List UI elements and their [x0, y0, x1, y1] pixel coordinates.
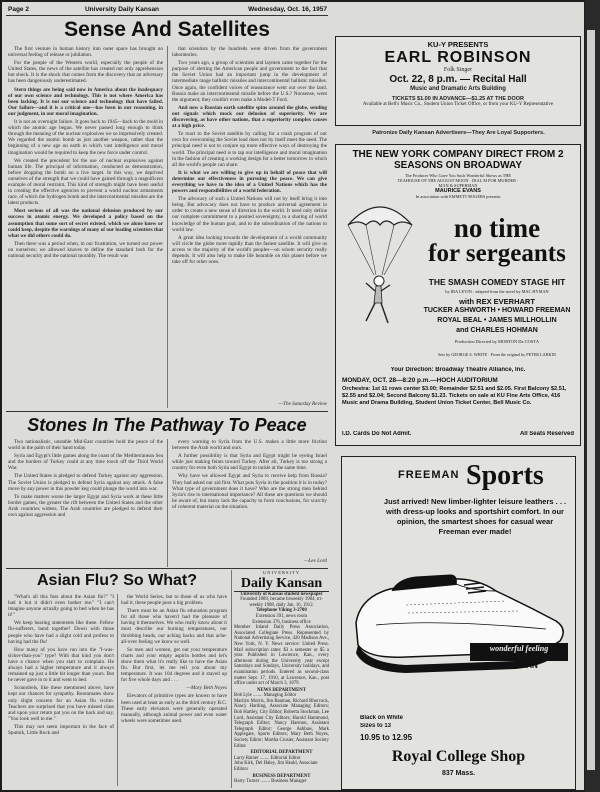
editorial-credit: —The Saturday Review [278, 401, 327, 407]
freeman-colour: Black on White [360, 715, 404, 721]
staff-line: Larry Rainer ........ Editorial Editor [234, 755, 301, 761]
parachute-illustration [344, 195, 416, 330]
paragraph: Two years ago, a group of scientists and laymen came together for the purpose of alerting the American people and government to the fact that the Soviet Union had an important jump in the development of intermediate range ballistic missiles and intercontinental ballistic missiles. Once again, the confident voices of reassurance went out over the land. Russia make an intercontinental missile before the U.S.? Nonsense, went the argument; they couldn't even make a Model-T Ford. [172, 60, 327, 103]
ad-presents: KU-Y PRESENTS [427, 40, 489, 49]
no-admit: I.D. Cards Do Not Admit. [342, 431, 412, 437]
section-rule [6, 411, 328, 412]
paragraph: "What's all this fuss about the Asian flu?" "I had it but it didn't even bother me." "I can't imagine anyone actually going to bed when he has it!" [8, 594, 114, 619]
staff-line: Harry Turner ........ Business Manager [234, 779, 307, 785]
masthead-kicker: UNIVERSITY [263, 570, 300, 575]
paragraph: This may not seem important in the face of Sputnik, Little Rock and [8, 723, 114, 736]
staff-heading: NEWS DEPARTMENT [257, 687, 306, 693]
freeman-copy: Just arrived! New limber-lighter leisure leathers . . . with dress-up looks and sportshirt comfort. In our opinion, the smartest shoes for casual wear Freeman ever made! [383, 497, 567, 536]
cast-line: TUCKER ASHWORTH • HOWARD FREEMAN [423, 307, 571, 314]
ad-producer-name: MAURICE EVANS [435, 188, 481, 194]
paragraph: The advocacy of such a United Nations will not by itself bring it into being. But advocacy does not have to produce universal agreement in order to create a new sense of direction in the world. It need only define our complete commitment to a posited sovereignty, to a sharing of world knowledge of the human goal, and to the subordination of the nations to world law. [172, 196, 327, 233]
show-title-block [418, 215, 576, 275]
show-prices: Orchestra: 1st 11 rows center $3.00; Remainder $2.51 and $2.05. First Balcony $2.51, $2.55 and $2.04; Second Balcony $1.23. Tickets on sale at KU Fine Arts Office, 416 Music and Drama Building, Student Union Ticket Center, Bell Music Co. [342, 386, 567, 406]
paragraph: It is what we are willing to give up in behalf of peace that will determine our effectiveness in pursuing the peace. We can give everything we have to the idea of a United Nations which has the powers and responsibilities of a world federation. [172, 169, 327, 195]
ad-no-time-for-sergeants [335, 144, 581, 446]
section-rule [6, 568, 328, 569]
freeman-sizes: Sizes to 13 [360, 723, 392, 729]
paragraph: To react to the Soviet satellite by calling for a crash program of our own for overcoming the Soviet lead does not by itself meet the need. The principal need is not to conjure up more effective ways of destroying the world. The principal need is to tap our intelligence and moral imagination in the fashion of creating a working design for a better tomorrow in which all the world's people can share. [172, 131, 327, 168]
next-page-strip [587, 30, 595, 770]
stones-column-2 [172, 439, 327, 559]
freeman-brand: FREEMAN [398, 469, 460, 481]
ad-available: Available at Bell's Music Co., Student Union Ticket Office, or from your KU-Y Representative [362, 102, 554, 107]
editorial-title: Sense And Satellites [64, 18, 270, 41]
paragraph: Then there was a period when, in our frustration, we turned our power on ourselves; we allowed knaves to define the standard both for the national security and the national morality. The result was [8, 240, 163, 259]
ad-producers: The Producer Who Gave You Such Wonderful Shows as THE TEAHOUSE OF THE AUGUST MOON · DIAL M FOR MURDER · MAN & SUPERMAN [397, 173, 519, 188]
ad-headline: THE NEW YORK COMPANY DIRECT FROM 2 SEASONS ON BROADWAY [352, 149, 564, 171]
show-tagline: THE SMASH COMEDY STAGE HIT [428, 277, 566, 287]
paragraph: A great idea looking towards the development of a world community will circle the globe more rapidly than the fastest satellite. It will give us access to the majority of the world's peoples—on whom security really depends. It will also help to make life bearable on this planet before we take off for other ones. [172, 234, 327, 266]
masthead-line: Founded 1889, became biweekly 1904, tri-weekly 1908, daily Jan. 16, 1912. [240, 597, 323, 608]
paragraph: So men and women, get out your temperature charts and your empty aspirin bottles and let's show them what it's really like to have the Asian flu. But first, let me tell you about my temperature. It was 104 degrees and it stayed up for five whole days and . . . [121, 646, 227, 684]
paragraph: Syria and Egypt's little games along the coast of the Mediterranean Sea and the borders of Turkey could at any time touch off the Third World War. [8, 453, 163, 472]
show-director: Production Directed by MORTON Da COSTA [454, 339, 540, 344]
masthead-title: Daily Kansan [234, 576, 329, 592]
ad-subtitle: Folk Singer [443, 67, 473, 73]
staff-line: Bob Lyle ........ Managing Editor [234, 693, 297, 699]
staff-line: John Kirk, Del Haley, Jim Heald, Associate Editors [234, 761, 318, 772]
paragraph: Stern things are being said now in America about the inadequacy of our own science and technology. This is not where America has been lacking. It is not our science and technology that have failed. Our failure—and it is a critical one—has been in our reasoning, in our judgment, in our moral imagination. [8, 86, 163, 117]
paragraph: The first venture in human history into outer space has brought no universal feeling of release or jubilation. [8, 46, 163, 59]
paragraph: Scoundrels, like these mentioned above, have kept our chances for sympathy. Roommates show only slight concern for an Asian flu victim. Teachers are surprised that you have missed class and upon your return pat you on the back and say, "You look well to me." [8, 685, 114, 722]
column-divider [167, 439, 168, 567]
editorial-heading: EDITORIAL DEPARTMENT [250, 750, 313, 756]
store-address: 837 Mass. [441, 770, 476, 777]
show-title-line-2: for sergeants [428, 240, 566, 267]
masthead-line: Extension 376, business office [252, 619, 311, 625]
ad-performer-name: EARL ROBINSON [384, 49, 532, 66]
stones-title: Stones In The Pathway To Peace [27, 415, 307, 435]
freeman-tag-box [470, 643, 568, 661]
ad-tickets: TICKETS $1.00 IN ADVANCE—$1.25 AT THE DOOR [391, 96, 525, 102]
show-presented: Your Direction: Broadway Theatre Alliance, Inc. [390, 367, 526, 373]
masthead-line: University of Kansas student newspaper [240, 591, 323, 597]
ad-assoc: In association with EMMETT ROGERS presents [415, 194, 501, 199]
store-name: Royal College Shop [391, 748, 526, 765]
patronize-line: Patronize Daily Kansan Advertisers—They Are Loyal Supporters. [372, 130, 545, 136]
masthead-line: Telephone Viking 3-2700 [256, 608, 307, 614]
paragraph: A further possibility is that Syria and Egypt might be eyeing Israel while just making feints toward Turkey. After all, Turkey is too strong a country for even both Syria and Egypt to tackle at the same time. [172, 453, 327, 472]
show-date: MONDAY, OCT. 28—8:20 p.m.—HOCH AUDITORIUM [342, 377, 498, 384]
paragraph: The United States is pledged to defend Turkey against any aggression. The Soviet Union is pledged to defend Syria against any attack. A false move by any power in this powder keg could plunge the world into war. [8, 473, 163, 492]
paragraph: Elevators of primitive types are known to have been used at least as early as the third century B.C. These early elevators were generally operated manually, although animal power and even water wheels were sometimes used. [121, 693, 227, 724]
paragraph: There must be an Asian flu education program for all those who haven't had the pleasure of having it themselves. We who really know about it must describe our burning temperatures, our throbbing heads, our aching backs and that ache-all-over feeling we know so well. [121, 608, 227, 645]
all-seats-reserved: All Seats Reserved [519, 431, 574, 437]
ad-freeman-sports [341, 456, 576, 790]
page-number: Page 2 [8, 6, 29, 13]
show-title-line-1: no time [453, 215, 541, 243]
freeman-tag-1: wonderful feeling [489, 644, 549, 653]
paragraph: How many of you have run into the "I-was-sicker-than-you" type? With that kind you don't have a chance when you start to complain. He always had a higher temperature and it always remained up just a little bit longer than yours. But he never gave in to it and went to bed. [8, 646, 114, 684]
asian-flu-column-2 [121, 594, 227, 788]
editorial-column-1 [8, 46, 163, 410]
paragraph: For the people of the Western world, especially the people of the United States, the news of the satellite has created not only apprehension but shock. It is the shock that comes from the discovery that an adversary has been dangerously underestimated. [8, 60, 163, 85]
show-credits: by IRA LEVIN · adapted from the novel by MAC HYMAN [445, 289, 549, 294]
ad-earl-robinson [335, 36, 581, 126]
cast-line: and CHARLES HOHMAN [456, 327, 538, 334]
column-divider [167, 46, 168, 408]
masthead-line: Member Inland Daily Press Association, Associated Collegiate Press. Represented by National Advertising Service, 420 Madison Ave., New York, N. Y. News service: United Press. Mail subscription rates: $3 a semester or $5 a year. Published in Lawrence, Kan., every afternoon during the University year except Saturdays and Sundays, University holidays, and examination periods. Entered as second-class matter Sept. 17, 1910, at Lawrence, Kan., post office under act of March 3, 1879. [234, 625, 329, 687]
editorial-column-2 [172, 46, 327, 401]
staff-line: Marilyn Morris, Jim Bauman, Richard Rhorcock, Nancy Harding, Associate Managing Editors; Bob Hartley, City Editor; Roberta Stockman, Lee Lord, Assistant City Editors; Harold Hammond, Telegraph Editor; Nancy Harmon, Assistant Telegraph Editor; George Ashbaw, Mark Applegate, Sports Editors; Mary Beth Noyes, Society Editor; Martha Crosier, Assistant Society Editor [234, 698, 329, 749]
paragraph: every warning to Syria from the U.S. makes a little more friction between the Arab world and ours. [172, 439, 327, 452]
ad-date-line: Oct. 22, 8 p.m. — Recital Hall [389, 74, 527, 85]
column-divider [231, 570, 232, 788]
paragraph: And now a Russian earth satellite spins around the globe, sending out signals which mock our delusion of superiority. We are discovering, as have other nations, that a superiority complex causes at a high price. [172, 104, 327, 130]
paragraph: We keep hearing statements like these. Fellow flu-sufferers, band together! Down with those people who have had a slight cold and profess to having had the flu! [8, 620, 114, 645]
paper-name: University Daily Kansan [84, 6, 160, 13]
paragraph: Two nationalistic, unstable Mid-East countries hold the peace of the world in the palm of their hand today. [8, 439, 163, 452]
paragraph: that scientists by the hundreds were driven from the government laboratories. [172, 46, 327, 59]
header-rule [6, 15, 328, 16]
masthead [234, 570, 329, 788]
asian-flu-column-1 [8, 594, 114, 788]
freeman-tag-2: FREEMAN [498, 661, 538, 670]
stones-column-1 [8, 439, 163, 569]
paragraph: It is not an overnight failure. It goes back to 1945—back to the mold in which the atomic age began. We never passed long enough to think through the meaning of the nuclear explosives we so impressively created. We regarded the atomic bomb as just another weapon, rather than the beginning of a new age on earth in which vast intelligence and moral imagination would be required to keep the new force under control. [8, 119, 163, 156]
paragraph: Most serious of all was the national delusion produced by our success in atomic energy. We developed a policy based on the assumption that some sort of secret existed, which we alone knew or could keep, despite the warnings of many of our leading scientists that what we did others could do. [8, 208, 163, 239]
masthead-line: Extension 391, news room [255, 613, 308, 619]
asian-flu-title: Asian Flu? So What? [37, 572, 197, 589]
paragraph: the World Series, but to those of us who have had it, these people pose a big problem. [121, 594, 227, 607]
business-heading: BUSINESS DEPARTMENT [252, 773, 311, 779]
freeman-price: 10.95 to 12.95 [360, 733, 413, 742]
cast-line: ROYAL BEAL • JAMES MILLHOLLIN [437, 317, 557, 324]
stones-credit: —Lee Lord [303, 558, 327, 564]
paragraph: To make matters worse the larger Egypt and Syria work at these little border games, the greater the rift between the United States and the other Arab countries widens. The Arab countries are pledged to defend their own against aggression and [8, 493, 163, 519]
issue-date: Wednesday, Oct. 16, 1957 [248, 6, 327, 13]
paragraph: Why have we allowed Egypt and Syria to receive help from Russia? They had asked our aid first. What puts Syria in the position it is in today? What type of government does it have? Who are the strong men behind Syria's rise to international importance? All these are questions we should be aware of, but many lack the capacity to form conclusions, for scarcity of coherent material on the situation. [172, 473, 327, 510]
freeman-sports-word: Sports [466, 461, 544, 491]
column-divider [117, 594, 118, 786]
newspaper-page [2, 2, 584, 790]
asian-flu-credit: —Mary Beth Noyes [186, 685, 227, 692]
paragraph: We created the precedent for the use of nuclear explosives against human life. The principal of information, conducted as demonstration, before dropping the bomb on a live target. In this way, we deprived ourselves of the strength that we could have gained through a magnificent example of moral restraint. This kind of strength might have been useful in creating the effective agencies to prevent a world nuclear armaments race, of which the hydrogen bomb and the intercontinental missiles are the latest products. [8, 157, 163, 207]
show-with: with REX EVERHART [459, 297, 535, 306]
show-design: Sets by GEORGE S. WHITE · From the original by PETER LARKIN [438, 352, 556, 357]
ad-venue: Music and Dramatic Arts Building [410, 86, 506, 92]
